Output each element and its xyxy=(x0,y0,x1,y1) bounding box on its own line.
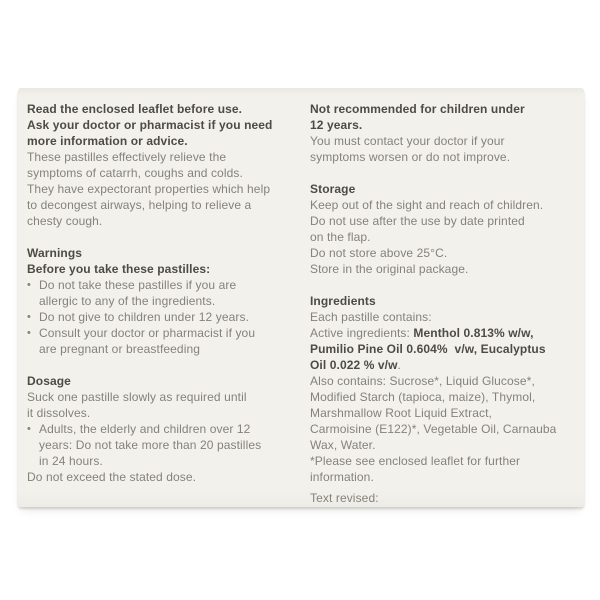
text-line: in 24 hours. xyxy=(39,454,103,468)
text-line: *Please see enclosed leaflet for further xyxy=(310,454,521,468)
children-warning-bold xyxy=(310,101,582,133)
text-line: Not recommended for children under xyxy=(310,102,525,116)
other-ingredients xyxy=(310,373,582,485)
dosage-heading xyxy=(27,373,303,389)
text-line: Suck one pastille slowly as required until xyxy=(27,390,247,404)
leaflet-advice-bold xyxy=(27,101,303,149)
bullet-icon: • xyxy=(27,311,31,323)
text-line: Do not use after the use by date printed xyxy=(310,214,525,228)
storage-heading xyxy=(310,181,582,197)
warning-bullet-allergic xyxy=(27,277,303,309)
text-line: Marshmallow Root Liquid Extract, xyxy=(310,406,492,420)
product-description xyxy=(27,149,303,229)
ingredients-heading xyxy=(310,293,582,309)
warnings-heading xyxy=(27,245,303,261)
text-line: Warnings xyxy=(27,246,83,260)
storage-instructions xyxy=(310,197,582,277)
dosage-bullet-adults xyxy=(27,421,303,469)
dosage-warning xyxy=(27,469,303,485)
text-revised xyxy=(310,490,582,506)
warning-bullet-pregnant xyxy=(27,325,303,357)
text-line: symptoms of catarrh, coughs and colds. xyxy=(27,166,243,180)
text-line: Each pastille contains: xyxy=(310,310,432,324)
text-line: Do not take these pastilles if you are xyxy=(39,278,237,292)
text-line: Wax, Water. xyxy=(310,438,376,452)
text-line: Before you take these pastilles: xyxy=(27,262,211,276)
text-line: Do not store above 25°C. xyxy=(310,246,448,260)
text-line: Text revised: xyxy=(310,491,379,505)
text-line: Carmoisine (E122)*, Vegetable Oil, Carnauba xyxy=(310,422,557,436)
dosage-instructions xyxy=(27,389,303,421)
text-line: are pregnant or breastfeeding xyxy=(39,342,201,356)
text-line: Modified Starch (tapioca, maize), Thymol, xyxy=(310,390,536,404)
right-column xyxy=(310,101,582,506)
bullet-icon: • xyxy=(27,423,31,435)
text-line: more information or advice. xyxy=(27,134,188,148)
text-line: Also contains: Sucrose*, Liquid Glucose*, xyxy=(310,374,535,388)
text-line: Consult your doctor or pharmacist if you xyxy=(39,326,256,340)
text-line: Ingredients xyxy=(310,294,376,308)
bullet-icon: • xyxy=(27,327,31,339)
pastille-box-back-panel xyxy=(18,88,584,507)
text-line: symptoms worsen or do not improve. xyxy=(310,150,511,164)
text-line: Storage xyxy=(310,182,356,196)
bullet-text xyxy=(39,277,303,309)
text-line: on the flap. xyxy=(310,230,371,244)
left-column xyxy=(27,101,303,485)
doctor-contact xyxy=(310,133,582,165)
text-line: They have expectorant properties which help xyxy=(27,182,271,196)
warnings-subheading xyxy=(27,261,303,277)
bold-segment: Menthol 0.813% w/w, xyxy=(413,326,534,340)
text-line: allergic to any of the ingredients. xyxy=(39,294,216,308)
text-line: Do not give to children under 12 years. xyxy=(39,310,250,324)
warning-bullet-children xyxy=(27,309,303,325)
text-segment: Active ingredients: xyxy=(310,326,414,340)
active-ingredients xyxy=(310,325,582,373)
bullet-text xyxy=(39,309,303,325)
text-line: to decongest airways, helping to relieve a xyxy=(27,198,252,212)
text-line: These pastilles effectively relieve the xyxy=(27,150,227,164)
text-line: information. xyxy=(310,470,374,484)
bullet-icon: • xyxy=(27,279,31,291)
text-line: it dissolves. xyxy=(27,406,91,420)
text-line: You must contact your doctor if your xyxy=(310,134,505,148)
text-line: years: Do not take more than 20 pastilles xyxy=(39,438,262,452)
ingredients-intro xyxy=(310,309,582,325)
text-line: Keep out of the sight and reach of children. xyxy=(310,198,544,212)
text-line: chesty cough. xyxy=(27,214,103,228)
bullet-text xyxy=(39,421,303,469)
text-line: Store in the original package. xyxy=(310,262,469,276)
text-line: 12 years. xyxy=(310,118,363,132)
text-line: Dosage xyxy=(27,374,71,388)
text-line xyxy=(310,341,582,357)
text-line: Do not exceed the stated dose. xyxy=(27,470,197,484)
text-line: Ask your doctor or pharmacist if you need xyxy=(27,118,273,132)
bullet-text xyxy=(39,325,303,357)
bold-segment: Oil 0.022 % v/w xyxy=(310,358,398,372)
text-line xyxy=(310,357,582,373)
text-segment: . xyxy=(397,358,401,372)
text-line: Read the enclosed leaflet before use. xyxy=(27,102,243,116)
text-line xyxy=(310,325,582,341)
bold-segment: Pumilio Pine Oil 0.604% v/w, Eucalyptus xyxy=(310,342,546,356)
text-line: Adults, the elderly and children over 12 xyxy=(39,422,251,436)
